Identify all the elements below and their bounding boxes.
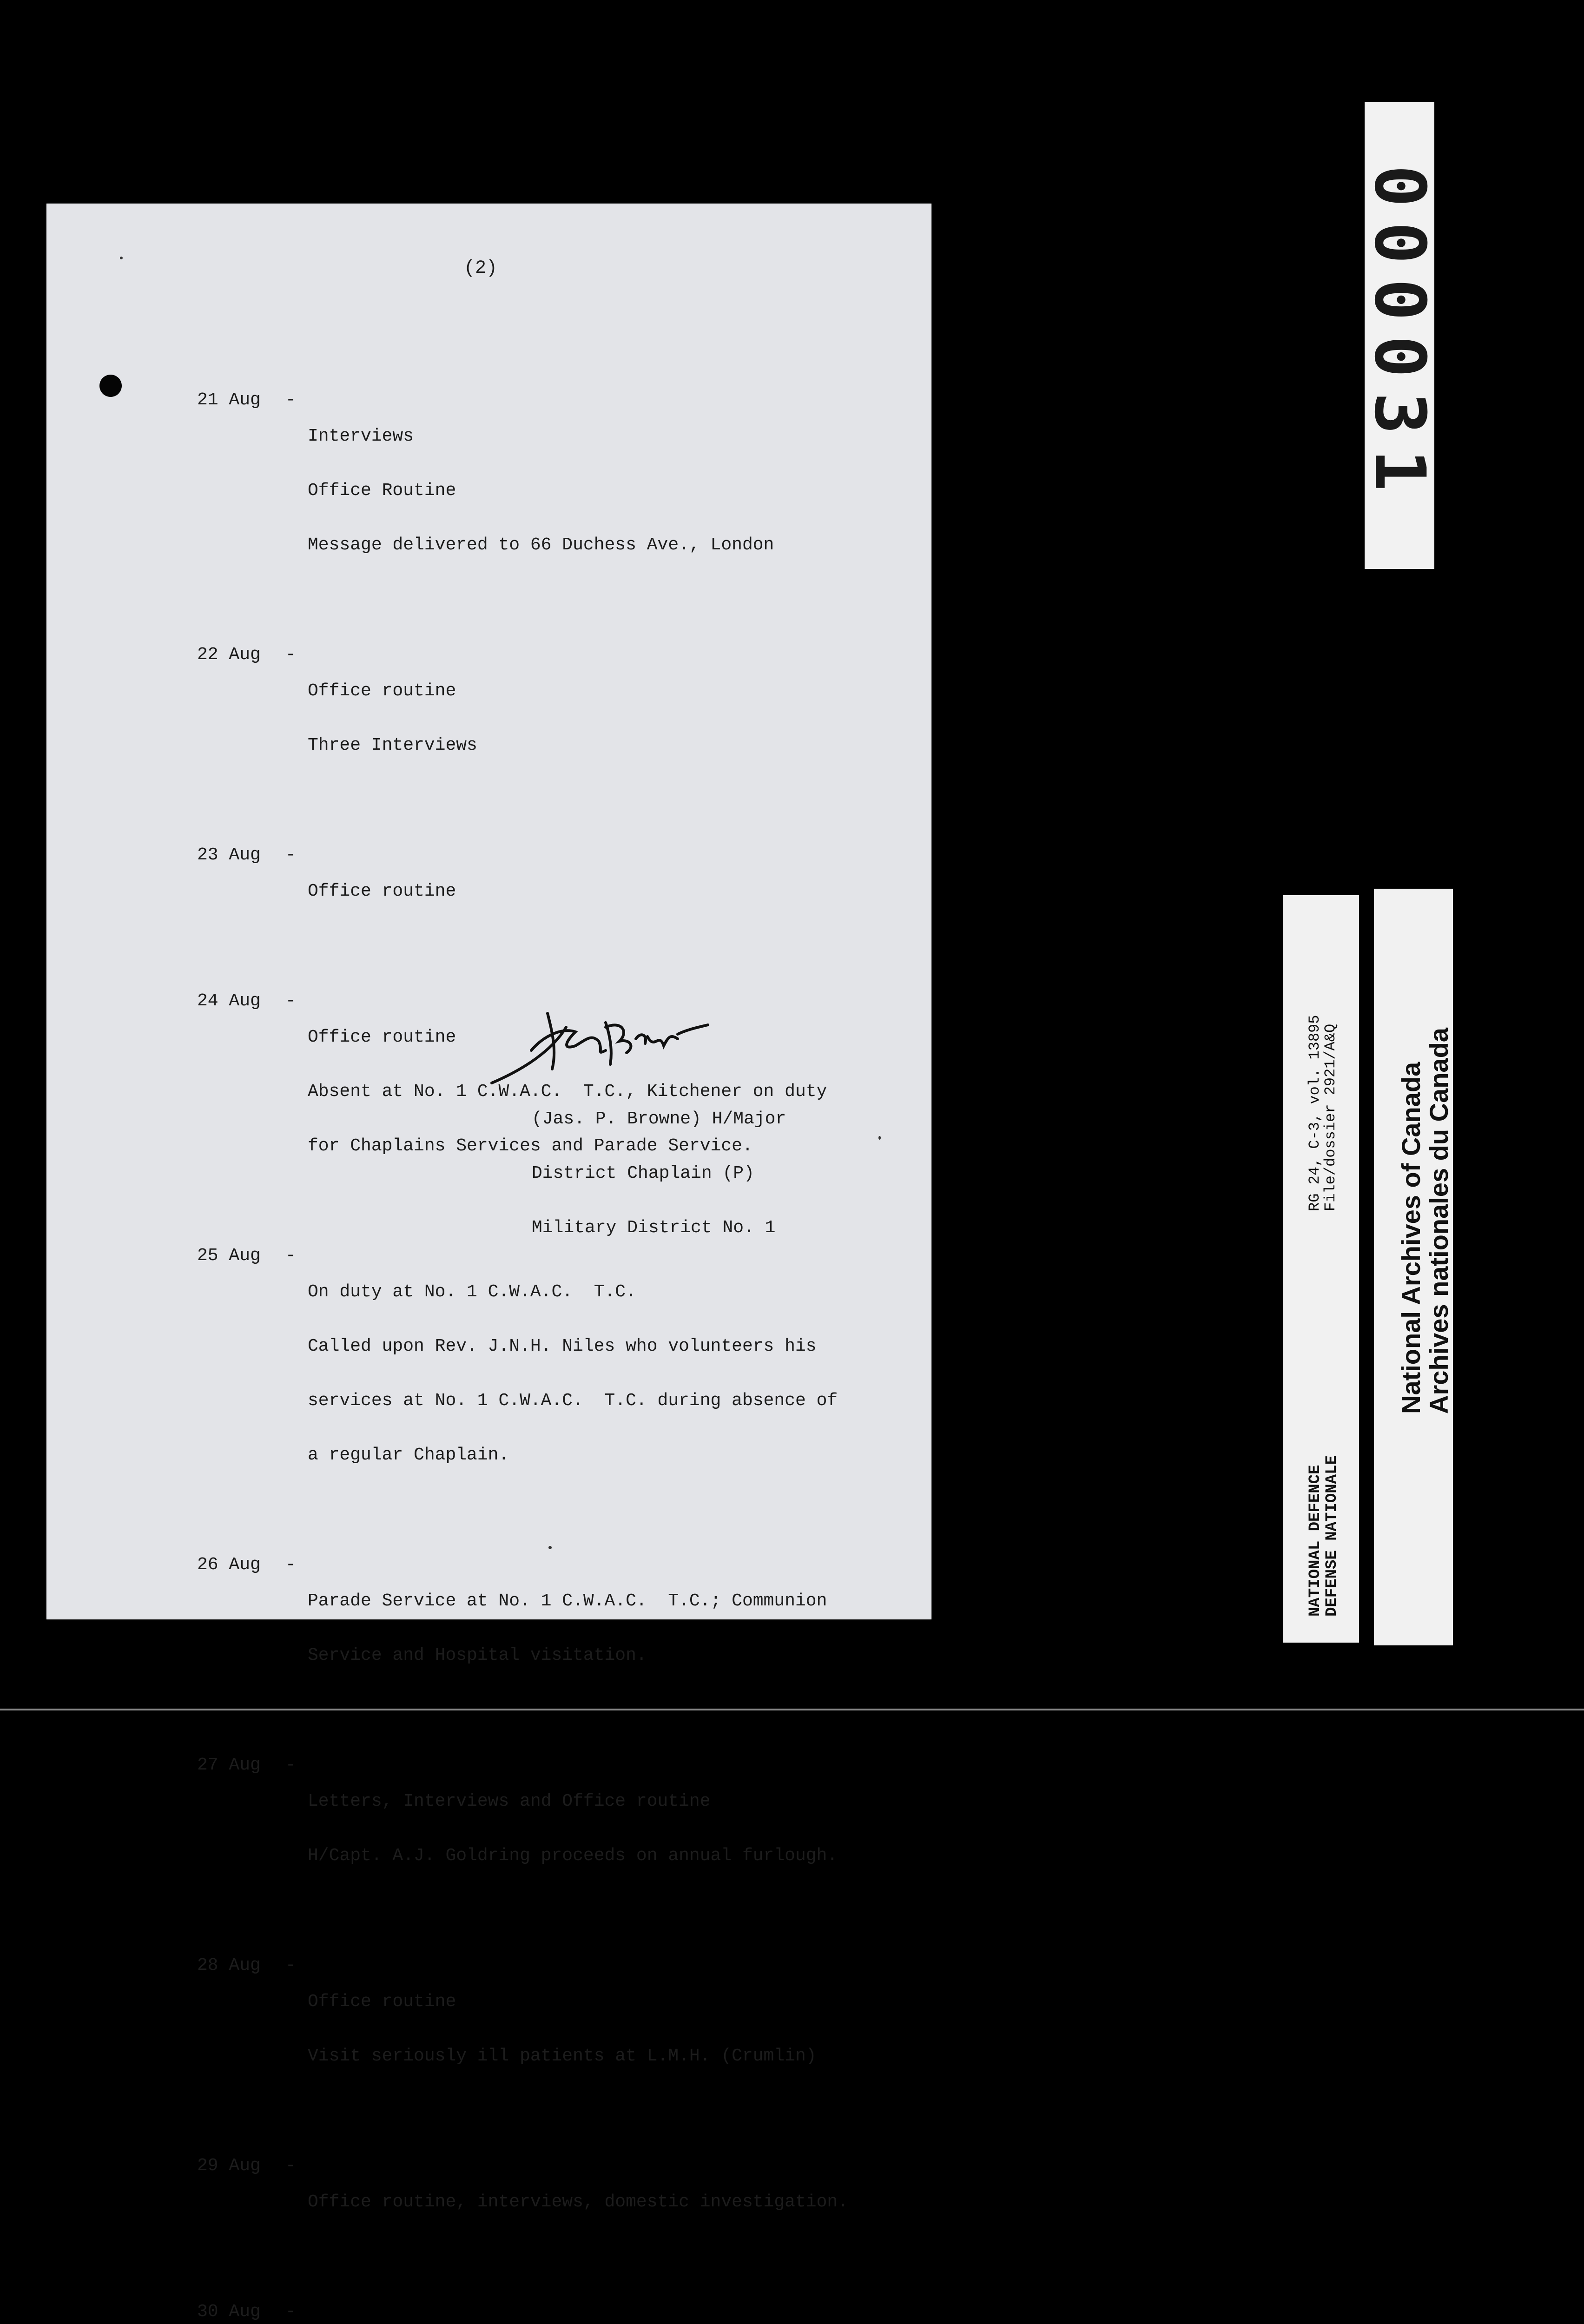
entry-line: Visit seriously ill patients at L.M.H. (Crumlin) (308, 2046, 817, 2066)
signer-title: District Chaplain (P) (532, 1163, 754, 1183)
entry-date: 27 Aug (197, 1755, 261, 1775)
entry-line: a regular Chaplain. (308, 1445, 509, 1465)
entry-date: 24 Aug (197, 991, 261, 1011)
entry-line: Office routine (308, 1027, 456, 1047)
entry-date: 30 Aug (197, 2302, 261, 2322)
paper-speck (878, 1136, 881, 1140)
entry-line: Office Routine (308, 481, 456, 501)
entry-dash: - (285, 1246, 296, 1266)
entry-line: Office routine (308, 1992, 456, 2012)
entry-line: On duty at No. 1 C.W.A.C. T.C. (308, 1282, 636, 1302)
diary-entry (197, 1556, 922, 1701)
entry-dash: - (285, 845, 296, 865)
entry-line: Office routine, interviews, domestic investigation. (308, 2192, 848, 2212)
entry-dash: - (285, 390, 296, 410)
film-edge-line (0, 1709, 1584, 1710)
diary-entry (197, 1756, 922, 1901)
diary-entry (197, 2303, 922, 2324)
diary-entry (197, 1247, 922, 1500)
file-reference-text: RG 24, C-3, vol. 13895 File/dossier 2921/A&Q (1306, 1015, 1339, 1211)
diary-entry (197, 2157, 922, 2247)
entry-dash: - (285, 645, 296, 665)
entry-line: Absent at No. 1 C.W.A.C. T.C., Kitchener on duty (308, 1082, 827, 1102)
paper-speck (548, 1546, 552, 1549)
signer-name: (Jas. P. Browne) H/Major (532, 1109, 786, 1129)
entry-line: Three Interviews (308, 735, 477, 755)
microfilm-reference-strip (1359, 102, 1440, 569)
entry-line: Service and Hospital visitation. (308, 1645, 647, 1665)
entry-date: 21 Aug (197, 390, 261, 410)
entry-dash: - (285, 991, 296, 1011)
entry-date: 25 Aug (197, 1246, 261, 1266)
entry-date: 26 Aug (197, 1555, 261, 1575)
entry-line: Called upon Rev. J.N.H. Niles who volunteers his (308, 1336, 817, 1356)
entry-date: 28 Aug (197, 1955, 261, 1975)
archives-label (1374, 889, 1453, 1645)
entry-line: Letters, Interviews and Office routine (308, 1791, 711, 1811)
diary-entries (197, 355, 922, 2324)
department-label (1283, 895, 1359, 1643)
entry-line: H/Capt. A.J. Goldring proceeds on annual furlough. (308, 1846, 838, 1866)
entry-line: Office routine (308, 681, 456, 701)
entry-date: 29 Aug (197, 2156, 261, 2176)
entry-line: Message delivered to 66 Duchess Ave., London (308, 535, 774, 555)
diary-entry (197, 391, 922, 590)
entry-dash: - (285, 1555, 296, 1575)
entry-line: services at No. 1 C.W.A.C. T.C. during absence of (308, 1391, 838, 1411)
signer-district: Military District No. 1 (532, 1218, 776, 1238)
entry-dash: - (285, 2302, 296, 2322)
entry-line: for Chaplains Services and Parade Service. (308, 1136, 753, 1156)
diary-entry (197, 646, 922, 791)
paper-speck (120, 257, 123, 259)
entry-dash: - (285, 1955, 296, 1975)
entry-line: Office routine (308, 881, 456, 901)
archives-name: National Archives of Canada Archives nationales du Canada (1396, 1028, 1453, 1414)
diary-entry (197, 1956, 922, 2101)
entry-dash: - (285, 2156, 296, 2176)
diary-entry (197, 846, 922, 937)
punch-hole (99, 375, 122, 397)
signature-block (532, 1074, 786, 1255)
entry-line: Interviews (308, 426, 414, 446)
page-number: (2) (464, 258, 498, 279)
entry-dash: - (285, 1755, 296, 1775)
entry-line: Parade Service at No. 1 C.W.A.C. T.C.; Communion (308, 1591, 827, 1611)
entry-date: 23 Aug (197, 845, 261, 865)
department-text: NATIONAL DEFENCE DEFENSE NATIONALE (1307, 1455, 1341, 1617)
reference-number: 000031 (1359, 165, 1440, 506)
entry-date: 22 Aug (197, 645, 261, 665)
